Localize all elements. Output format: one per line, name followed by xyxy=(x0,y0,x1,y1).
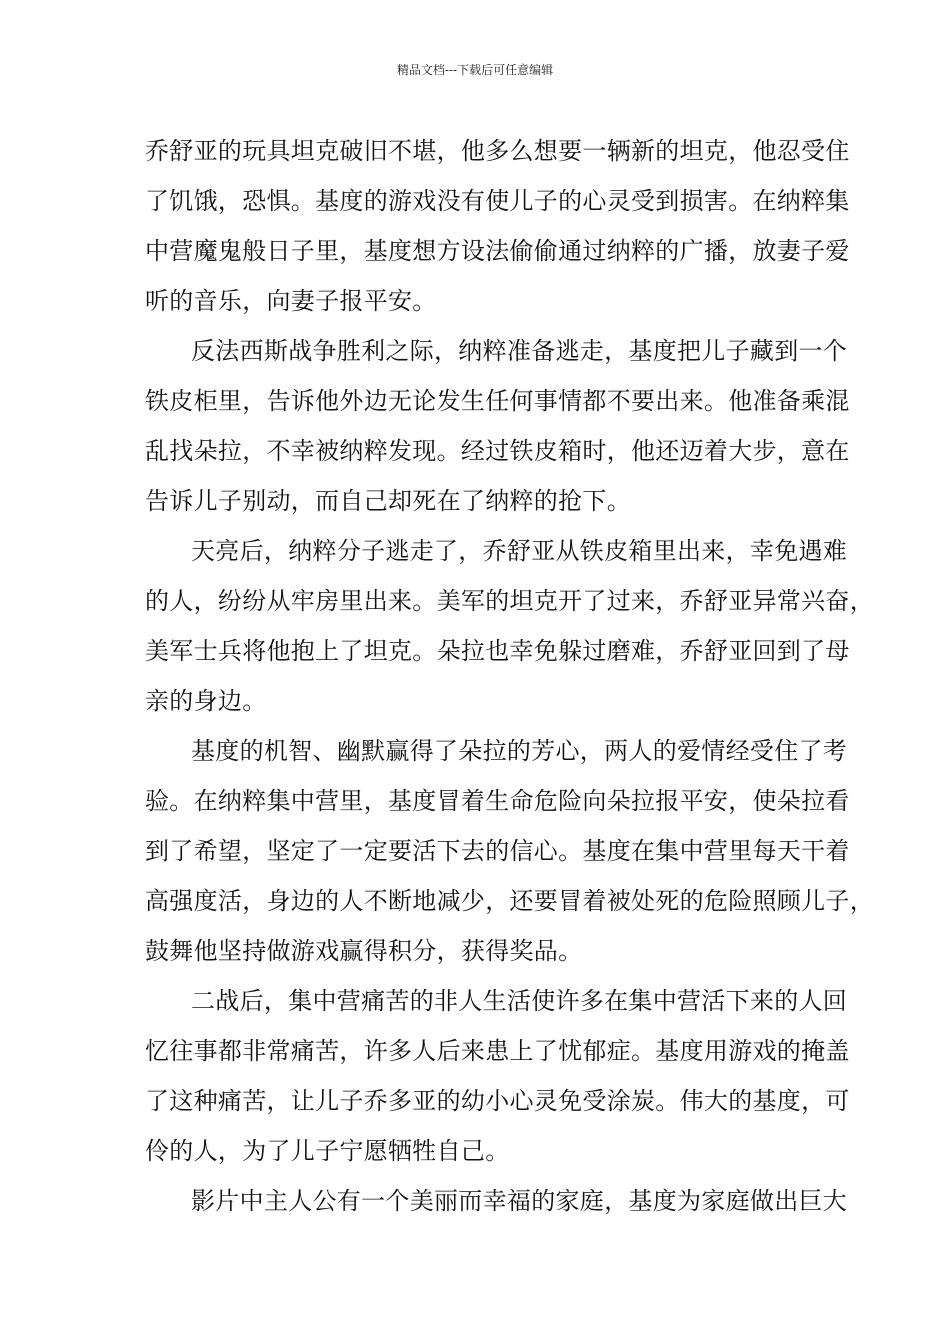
text-line: 鼓舞他坚持做游戏赢得积分，获得奖品。 xyxy=(145,937,583,965)
paragraph-first-line: 影片中主人公有一个美丽而幸福的家庭，基度为家庭做出巨大 xyxy=(191,1187,848,1215)
text-line: 告诉儿子别动，而自己却死在了纳粹的抢下。 xyxy=(145,487,631,515)
text-line: 验。在纳粹集中营里，基度冒着生命危险向朵拉报平安，使朵拉看 xyxy=(145,787,850,815)
text-line: 中营魔鬼般日子里，基度想方设法偷偷通过纳粹的广播，放妻子爱 xyxy=(145,237,850,265)
text-line: 了饥饿，恐惧。基度的游戏没有使儿子的心灵受到损害。在纳粹集 xyxy=(145,187,850,215)
paragraph-first-line: 天亮后，纳粹分子逃走了，乔舒亚从铁皮箱里出来，幸免遇难 xyxy=(191,537,848,565)
paragraph-first-line: 基度的机智、幽默赢得了朵拉的芳心，两人的爱情经受住了考 xyxy=(191,737,848,765)
text-line: 的人，纷纷从牢房里出来。美军的坦克开了过来，乔舒亚异常兴奋， xyxy=(145,587,874,615)
text-line: 忆往事都非常痛苦，许多人后来患上了忧郁症。基度用游戏的掩盖 xyxy=(145,1037,850,1065)
text-line: 到了希望，坚定了一定要活下去的信心。基度在集中营里每天干着 xyxy=(145,837,850,865)
text-line: 乱找朵拉，不幸被纳粹发现。经过铁皮箱时，他还迈着大步，意在 xyxy=(145,437,850,465)
text-line: 美军士兵将他抱上了坦克。朵拉也幸免躲过磨难，乔舒亚回到了母 xyxy=(145,637,850,665)
paragraph-first-line: 二战后，集中营痛苦的非人生活使许多在集中营活下来的人回 xyxy=(191,987,848,1015)
text-line: 亲的身边。 xyxy=(145,687,267,715)
text-line: 高强度活，身边的人不断地减少，还要冒着被处死的危险照顾儿子， xyxy=(145,887,874,915)
text-line: 了这种痛苦，让儿子乔多亚的幼小心灵免受涂炭。伟大的基度，可 xyxy=(145,1087,850,1115)
text-line: 伶的人，为了儿子宁愿牺牲自己。 xyxy=(145,1137,510,1165)
text-line: 听的音乐，向妻子报平安。 xyxy=(145,287,437,315)
page-header: 精品文档---下载后可任意编辑 xyxy=(396,63,554,77)
text-line: 铁皮柜里，告诉他外边无论发生任何事情都不要出来。他准备乘混 xyxy=(145,387,850,415)
paragraph-first-line: 反法西斯战争胜利之际，纳粹准备逃走，基度把儿子藏到一个 xyxy=(191,337,848,365)
text-line: 乔舒亚的玩具坦克破旧不堪，他多么想要一辆新的坦克，他忍受住 xyxy=(145,137,850,165)
